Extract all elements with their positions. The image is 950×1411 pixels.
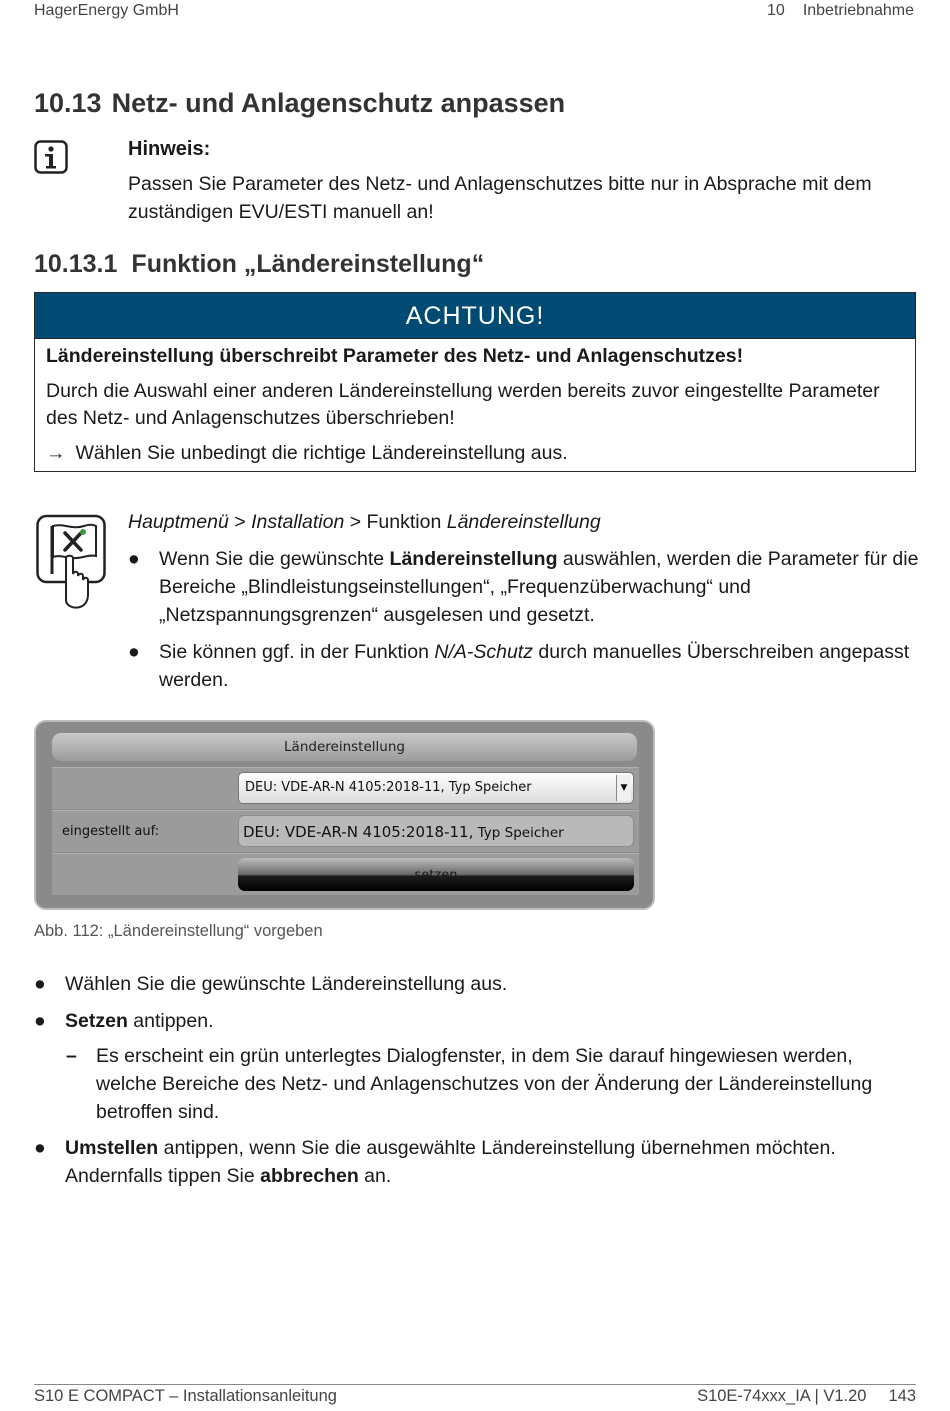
menu-path-sep-function: > Funktion [344,511,447,533]
country-setting-screenshot [34,720,655,910]
section-heading [34,88,565,119]
list-item: ● Sie können ggf. in der Funktion N/A-Schutz durch manuelles Überschreiben angepasst werden. [128,638,923,694]
arrow-right-icon: → [46,442,66,464]
footer-title: S10 E COMPACT – Installationsanleitung [34,1387,337,1405]
set-button[interactable]: setzen [238,858,634,891]
country-select[interactable]: DEU: VDE-AR-N 4105:2018-11, Typ Speicher ▼ [238,772,634,804]
bullet-icon: ● [128,548,140,570]
warning-bold-line: Ländereinstellung überschreibt Parameter des Netz- und Anlagenschutzes! [46,345,744,367]
bullet-icon: ● [128,641,140,663]
section-title: Netz- und Anlagenschutz anpassen [111,88,566,118]
current-setting-value: DEU: VDE-AR-N 4105:2018-11, Typ Speicher [238,815,634,847]
screen-title: Ländereinstellung [52,733,637,761]
list-item: ● Wenn Sie die gewünschte Ländereinstellung auswählen, werden die Parameter für die Bereiche „Blindleistungseinstellungen“, „Frequenzüberwachung“ und „Netzspannungsgrenzen“ ausgelesen und gesetzt. [128,545,923,629]
list-item: ● Setzen antippen. [34,1007,914,1035]
menu-path [128,508,601,536]
subsection-heading [34,250,484,279]
info-icon [34,140,68,174]
list-item: ● Wählen Sie die gewünschte Ländereinstellung aus. [34,970,914,998]
list-item: ● Umstellen antippen, wenn Sie die ausgewählte Ländereinstellung übernehmen möchten. Andernfalls tippen Sie abbrechen an. [34,1134,914,1190]
header-company: HagerEnergy GmbH [34,2,179,19]
footer-doc-info [697,1387,916,1406]
warning-box [34,292,916,472]
section-number: 10.13 [34,88,102,118]
subsection-title: Funktion „Ländereinstellung“ [131,250,485,278]
menu-touch-icon [36,514,108,610]
warning-text: Durch die Auswahl einer anderen Ländereinstellung werden bereits zuvor eingestellte Parameter des Netz- und Anlagenschutzes überschrieben! [46,380,880,429]
chapter-title: Inbetriebnahme [802,2,914,19]
warning-header: ACHTUNG! [35,293,915,339]
menu-path-main: Hauptmenü [128,511,229,533]
figure-caption: Abb. 112: „Ländereinstellung“ vorgeben [34,922,323,940]
bullet-icon: ● [34,973,46,995]
set-label: eingestellt auf: [62,824,160,839]
note-text: Passen Sie Parameter des Netz- und Anlagenschutzes bitte nur in Absprache mit dem zuständigen EVU/ESTI manuell an! [128,173,872,223]
menu-path-installation: Installation [251,511,345,533]
warning-action-text: Wählen Sie unbedingt die richtige Ländereinstellung aus. [75,442,568,464]
chapter-number: 10 [767,2,785,19]
footer-divider [34,1384,916,1385]
bullet-icon: ● [34,1137,46,1159]
dash-icon: – [66,1045,77,1067]
chevron-down-icon[interactable]: ▼ [616,775,631,801]
footer-doc-id: S10E-74xxx_IA | V1.20 [697,1387,867,1405]
subsection-number: 10.13.1 [34,250,118,278]
list-item: – Es erscheint ein grün unterlegtes Dialogfenster, in dem Sie darauf hingewiesen werden, welche Bereiche des Netz- und Anlagenschutzes von der Änderung der Ländereinstellung betroffen sind. [66,1042,906,1126]
note-title: Hinweis: [128,138,211,160]
warning-action [46,440,905,467]
page-number: 143 [888,1387,916,1405]
menu-path-country-setting: Ländereinstellung [446,511,601,533]
menu-path-sep: > [228,511,252,533]
header-chapter [767,2,914,20]
bullet-icon: ● [34,1010,46,1032]
